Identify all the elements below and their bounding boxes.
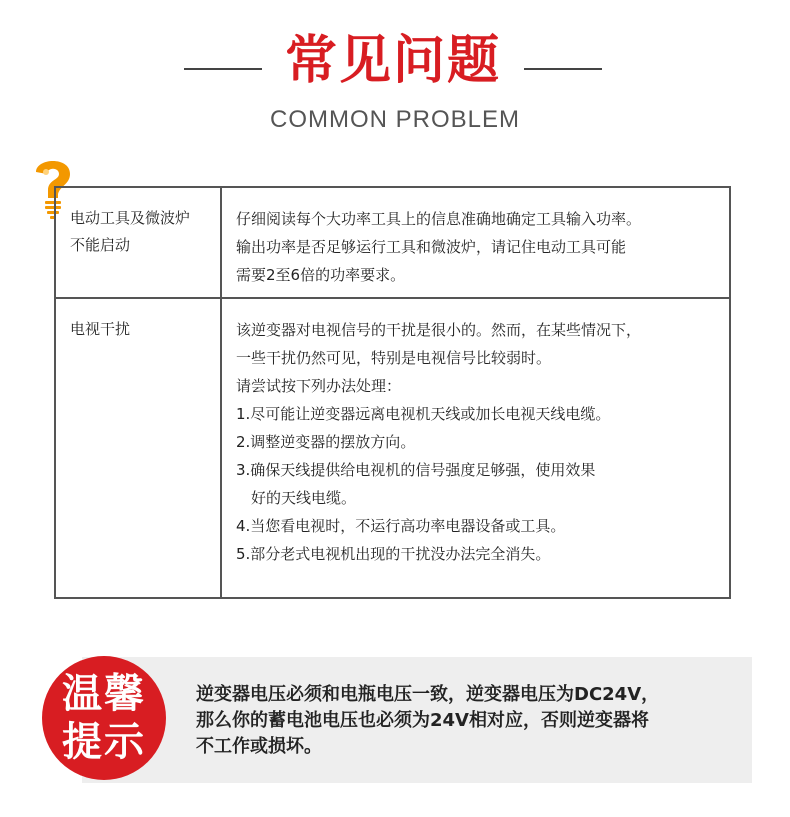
faq-answer-line: 4.当您看电视时，不运行高功率电器设备或工具。 <box>236 517 566 535</box>
faq-table <box>54 186 731 599</box>
faq-answer-line: 请尝试按下列办法处理： <box>236 377 402 395</box>
tip-text-line: 不工作或损坏。 <box>196 736 322 757</box>
faq-answer <box>236 205 722 289</box>
tip-text <box>196 682 736 760</box>
page-title: 常见问题 <box>284 31 501 91</box>
faq-question-line: 电视干扰 <box>70 320 131 338</box>
tip-text-line: 逆变器电压必须和电瓶电压一致，逆变器电压为DC24V， <box>196 684 660 705</box>
title-divider-left <box>184 68 262 70</box>
tip-badge-line: 温馨 <box>62 671 146 717</box>
faq-answer-line: 3.确保天线提供给电视机的信号强度足够强，使用效果 <box>236 461 596 479</box>
tip-badge-line: 提示 <box>62 719 146 765</box>
faq-answer-line: 需要2至6倍的功率要求。 <box>236 266 406 284</box>
page-header <box>0 30 790 92</box>
faq-row <box>56 299 729 597</box>
faq-answer-line: 5.部分老式电视机出现的干扰没办法完全消失。 <box>236 545 551 563</box>
faq-answer-line: 1.尽可能让逆变器远离电视机天线或加长电视天线电缆。 <box>236 405 611 423</box>
faq-answer <box>236 316 722 568</box>
faq-question-line: 电动工具及微波炉 <box>70 209 191 227</box>
faq-answer-line: 好的天线电缆。 <box>251 489 357 507</box>
faq-question-line: 不能启动 <box>70 236 131 254</box>
faq-answer-line: 仔细阅读每个大功率工具上的信息准确地确定工具输入功率。 <box>236 210 642 228</box>
title-divider-right <box>524 68 602 70</box>
faq-row <box>56 188 729 299</box>
faq-question <box>70 316 216 343</box>
faq-answer-line: 2.调整逆变器的摆放方向。 <box>236 433 416 451</box>
tip-badge-text <box>42 670 166 766</box>
tip-text-line: 那么你的蓄电池电压也必须为24V相对应，否则逆变器将 <box>196 710 649 731</box>
faq-answer-line: 输出功率是否足够运行工具和微波炉，请记住电动工具可能 <box>236 238 627 256</box>
faq-answer-line: 该逆变器对电视信号的干扰是很小的。然而，在某些情况下， <box>236 321 642 339</box>
faq-answer-line: 一些干扰仍然可见，特别是电视信号比较弱时。 <box>236 349 552 367</box>
page-subtitle: COMMON PROBLEM <box>269 106 520 133</box>
faq-question <box>70 205 216 259</box>
tip-badge <box>42 656 166 780</box>
